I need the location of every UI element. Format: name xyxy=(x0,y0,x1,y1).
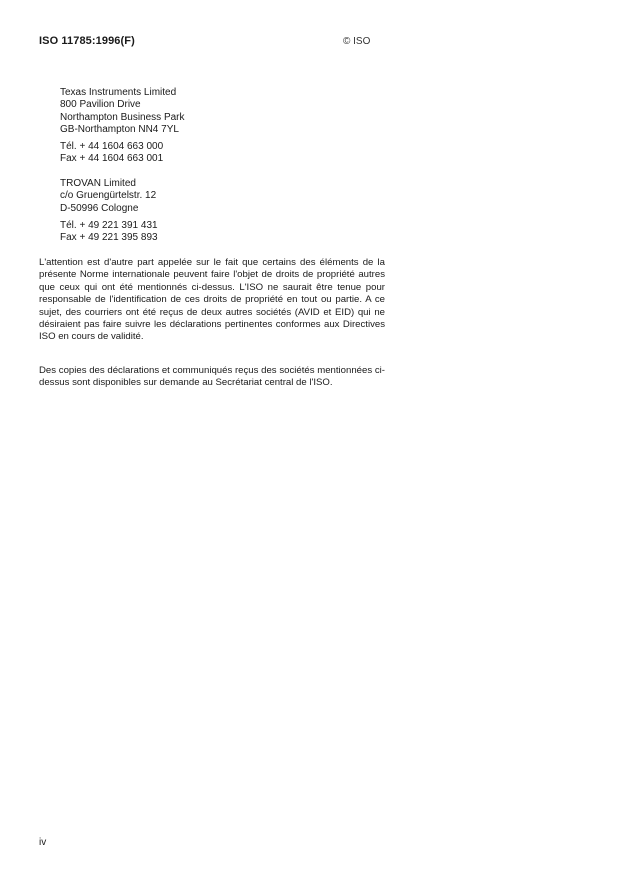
contact-address-trovan xyxy=(60,178,156,215)
contact-numbers-texas-instruments xyxy=(60,141,163,166)
fax-number: Fax + 49 221 395 893 xyxy=(60,232,158,244)
phone-number: Tél. + 49 221 391 431 xyxy=(60,220,158,231)
phone-number: Tél. + 44 1604 663 000 xyxy=(60,141,164,152)
address-line: Northampton Business Park xyxy=(60,111,185,123)
page-number: iv xyxy=(39,837,47,848)
contact-numbers-trovan xyxy=(60,220,158,245)
fax-number: Fax + 44 1604 663 001 xyxy=(60,153,164,165)
contact-address-texas-instruments xyxy=(60,87,185,137)
declarations-availability-paragraph: Des copies des déclarations et communiqués reçus des sociétés mentionnées ci-dessus sont disponibles sur demande au Secrétariat central de l'ISO. xyxy=(39,365,385,389)
copyright-notice: © ISO xyxy=(343,36,371,47)
address-line: TROVAN Limited xyxy=(60,178,136,189)
document-standard-id: ISO 11785:1996(F) xyxy=(39,35,135,47)
address-line: Texas Instruments Limited xyxy=(60,87,177,98)
address-line: c/o Gruengürtelstr. 12 xyxy=(60,190,157,202)
address-line: D-50996 Cologne xyxy=(60,202,139,214)
patent-rights-paragraph: L'attention est d'autre part appelée sur le fait que certains des éléments de la présente Norme internationale peuvent faire l'objet de droits de propriété autres que ceux qui ont été mentionnés ci-dessus. L'ISO ne saurait être tenue pour responsable de l'identification de ces droits de propriété en tout ou partie. A ce sujet, des courriers ont été reçus de deux autres sociétés (AVID et EID) qui ne désiraient pas faire suivre les déclarations pertinentes conformes aux Directives ISO en cours de validité. xyxy=(39,257,385,343)
address-line: GB-Northampton NN4 7YL xyxy=(60,124,179,136)
address-line: 800 Pavilion Drive xyxy=(60,99,141,111)
